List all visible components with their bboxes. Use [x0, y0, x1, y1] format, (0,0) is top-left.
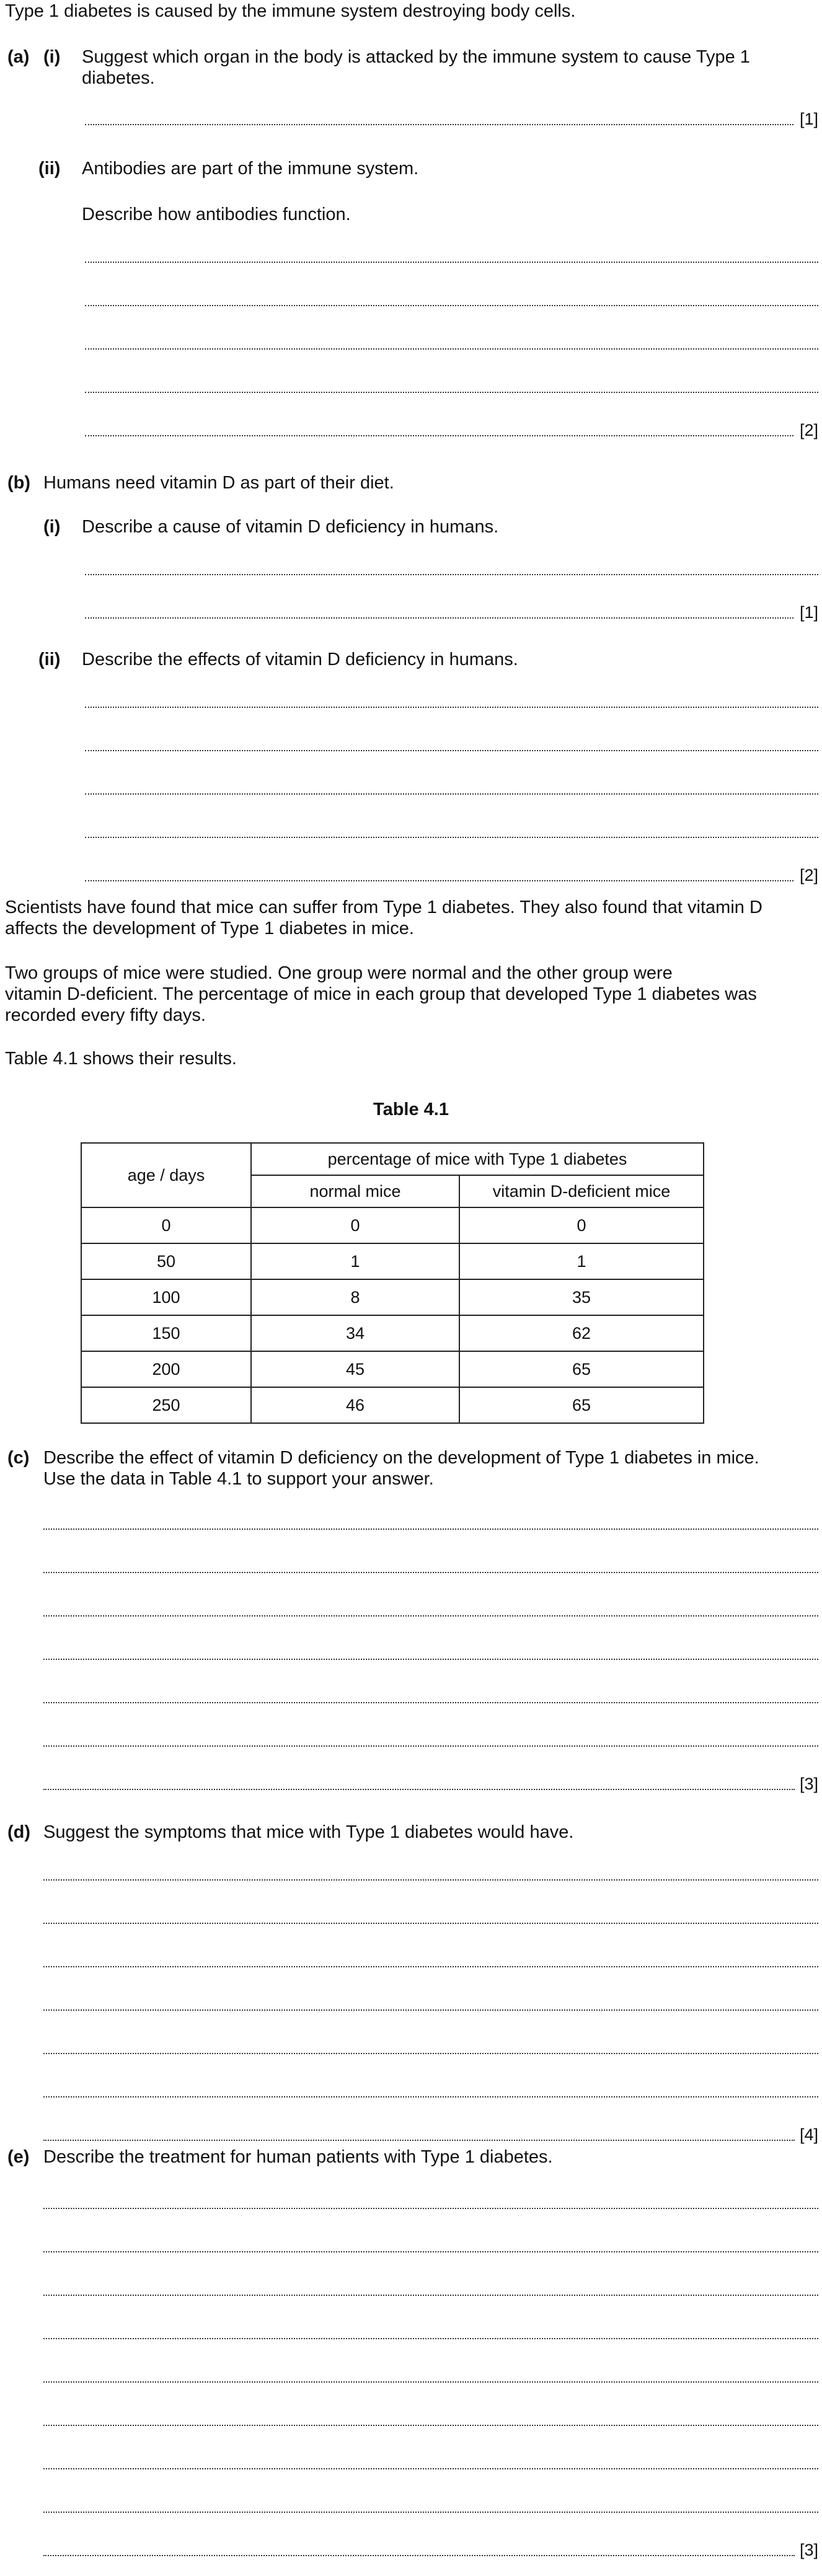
header-age: age / days	[81, 1143, 251, 1207]
answer-area-e[interactable]	[43, 2208, 818, 2567]
answer-line[interactable]	[85, 617, 793, 619]
answer-area-d[interactable]	[43, 1879, 818, 2152]
part-e-question: Describe the treatment for human patients with Type 1 diabetes.	[43, 2147, 553, 2167]
answer-line[interactable]	[43, 2208, 818, 2209]
answer-line[interactable]	[85, 707, 818, 708]
context-paragraph2-line1: Two groups of mice were studied. One group were normal and the other group were	[5, 963, 673, 983]
answer-area-b-i[interactable]	[85, 574, 818, 624]
header-deficient-mice: vitamin D-deficient mice	[459, 1175, 704, 1207]
part-c-question-line1: Describe the effect of vitamin D deficiency on the development of Type 1 diabetes in mice.	[43, 1448, 759, 1468]
part-b-i-question: Describe a cause of vitamin D deficiency in humans.	[82, 517, 499, 537]
answer-line[interactable]	[43, 1659, 818, 1660]
answer-line[interactable]	[43, 2140, 795, 2141]
answer-line[interactable]	[85, 305, 818, 306]
header-normal-mice: normal mice	[251, 1175, 459, 1207]
header-percentage: percentage of mice with Type 1 diabetes	[251, 1143, 704, 1175]
cell-deficient: 62	[459, 1315, 704, 1351]
part-b-i-label: (i)	[43, 517, 61, 537]
part-a-label: (a)	[7, 47, 30, 67]
mark-allocation: [1]	[799, 603, 818, 622]
mark-allocation: [2]	[799, 421, 818, 439]
answer-line[interactable]	[43, 1966, 818, 1967]
answer-line[interactable]	[43, 1745, 818, 1747]
answer-line[interactable]	[85, 793, 818, 795]
answer-line[interactable]	[43, 2295, 818, 2296]
answer-line[interactable]	[43, 1879, 818, 1881]
part-a-ii-stem: Antibodies are part of the immune system.	[82, 159, 419, 179]
answer-line[interactable]	[43, 1528, 818, 1530]
answer-line[interactable]	[85, 837, 818, 838]
cell-deficient: 1	[459, 1243, 704, 1279]
table-row	[81, 1387, 704, 1423]
part-d-label: (d)	[7, 1822, 31, 1842]
cell-normal: 0	[251, 1207, 459, 1243]
answer-line[interactable]	[85, 750, 818, 751]
answer-line[interactable]	[43, 2338, 818, 2339]
mark-allocation: [1]	[799, 110, 818, 128]
intro-text: Type 1 diabetes is caused by the immune system destroying body cells.	[5, 1, 576, 21]
mark-allocation: [3]	[799, 2541, 818, 2559]
answer-line[interactable]	[85, 435, 793, 436]
part-c-label: (c)	[7, 1448, 30, 1468]
answer-line[interactable]	[85, 124, 793, 125]
part-a-ii-label: (ii)	[38, 159, 61, 179]
part-a-i-label: (i)	[43, 47, 61, 67]
results-table	[81, 1142, 704, 1424]
part-c-question-line2: Use the data in Table 4.1 to support your answer.	[43, 1469, 434, 1489]
cell-normal: 45	[251, 1351, 459, 1387]
part-b-ii-label: (ii)	[38, 650, 61, 669]
cell-deficient: 35	[459, 1279, 704, 1315]
table-caption: Table 4.1	[373, 1100, 449, 1119]
answer-line[interactable]	[43, 1572, 818, 1573]
answer-line[interactable]	[43, 1702, 818, 1703]
cell-deficient: 0	[459, 1207, 704, 1243]
mark-allocation: [2]	[799, 866, 818, 884]
part-b-label: (b)	[7, 473, 31, 493]
cell-deficient: 65	[459, 1351, 704, 1387]
table-row	[81, 1315, 704, 1351]
answer-line[interactable]	[85, 392, 818, 393]
answer-line[interactable]	[43, 2053, 818, 2054]
table-row	[81, 1207, 704, 1243]
answer-area-b-ii[interactable]	[85, 707, 818, 893]
cell-age: 250	[81, 1387, 251, 1423]
answer-line[interactable]	[85, 880, 793, 881]
part-a-i-question-line2: diabetes.	[82, 68, 155, 88]
answer-line[interactable]	[85, 262, 818, 263]
part-e-label: (e)	[7, 2147, 30, 2167]
part-a-ii-question: Describe how antibodies function.	[82, 205, 351, 224]
answer-line[interactable]	[43, 2251, 818, 2252]
answer-line[interactable]	[43, 2555, 795, 2556]
cell-age: 50	[81, 1243, 251, 1279]
context-paragraph2-line3: recorded every fifty days.	[5, 1005, 206, 1025]
cell-normal: 34	[251, 1315, 459, 1351]
table-header-row	[81, 1143, 704, 1175]
answer-line[interactable]	[43, 1615, 818, 1617]
answer-line[interactable]	[43, 2512, 818, 2513]
table-row	[81, 1279, 704, 1315]
cell-age: 100	[81, 1279, 251, 1315]
context-paragraph2-line2: vitamin D-deficient. The percentage of mice in each group that developed Type 1 diabetes was	[5, 984, 757, 1004]
part-d-question: Suggest the symptoms that mice with Type 1 diabetes would have.	[43, 1822, 574, 1842]
answer-line[interactable]	[43, 1923, 818, 1924]
cell-normal: 46	[251, 1387, 459, 1423]
context-paragraph1-line1: Scientists have found that mice can suffer from Type 1 diabetes. They also found that vitamin D	[5, 898, 762, 917]
cell-normal: 1	[251, 1243, 459, 1279]
context-paragraph1-line2: affects the development of Type 1 diabetes in mice.	[5, 919, 414, 938]
answer-area-c[interactable]	[43, 1528, 818, 1801]
cell-age: 0	[81, 1207, 251, 1243]
mark-allocation: [3]	[799, 1775, 818, 1793]
table-row	[81, 1243, 704, 1279]
answer-line[interactable]	[85, 348, 818, 350]
answer-line[interactable]	[85, 574, 818, 575]
cell-age: 150	[81, 1315, 251, 1351]
answer-line[interactable]	[43, 2009, 818, 2011]
cell-deficient: 65	[459, 1387, 704, 1423]
answer-line[interactable]	[43, 2468, 818, 2469]
part-b-stem: Humans need vitamin D as part of their diet.	[43, 473, 394, 493]
part-b-ii-question: Describe the effects of vitamin D deficiency in humans.	[82, 650, 518, 669]
part-a-i-question-line1: Suggest which organ in the body is attacked by the immune system to cause Type 1	[82, 47, 750, 67]
cell-normal: 8	[251, 1279, 459, 1315]
cell-age: 200	[81, 1351, 251, 1387]
answer-area-a-ii[interactable]	[85, 262, 818, 448]
answer-line[interactable]	[43, 2381, 818, 2383]
answer-line[interactable]	[43, 2425, 818, 2426]
table-row	[81, 1351, 704, 1387]
mark-allocation: [4]	[799, 2125, 818, 2144]
answer-line[interactable]	[43, 2096, 818, 2097]
context-paragraph3: Table 4.1 shows their results.	[5, 1049, 237, 1069]
answer-line[interactable]	[43, 1789, 795, 1790]
